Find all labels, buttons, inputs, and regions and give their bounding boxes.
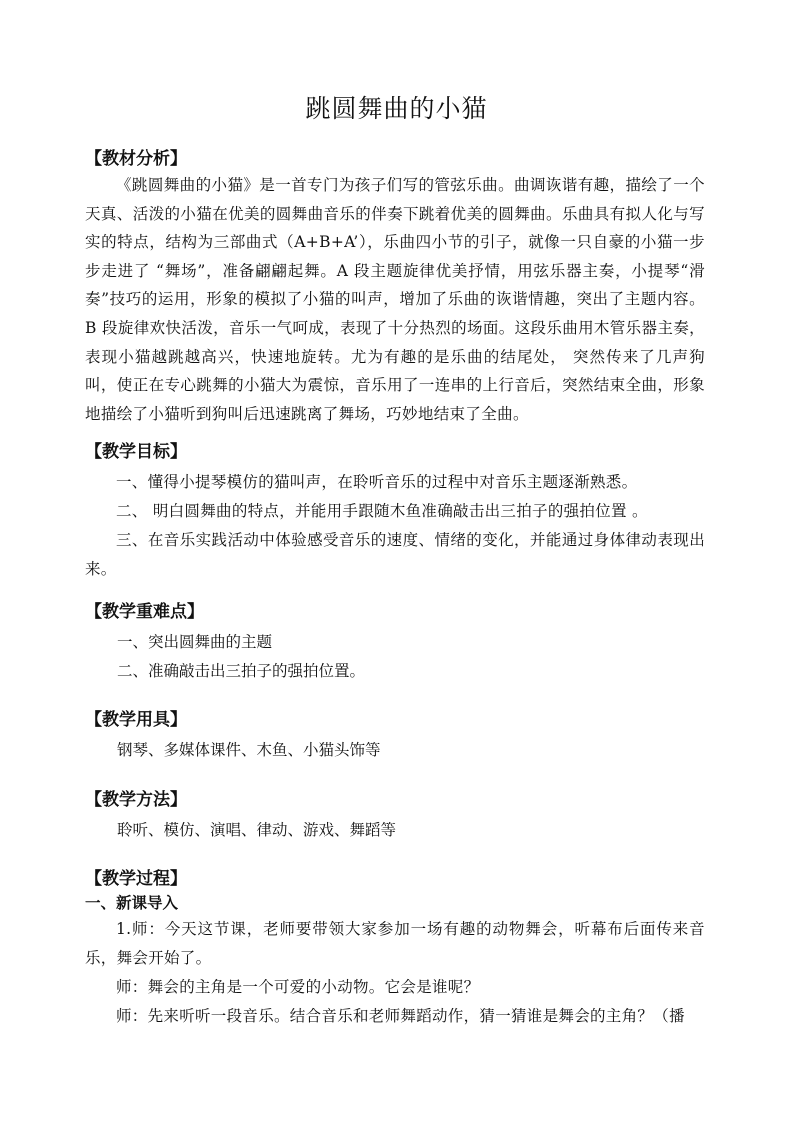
tools-section [85,708,705,765]
analysis-heading: 【教材分析】 [85,149,187,169]
process-section [85,867,705,1031]
key-points-heading: 【教学重难点】 [85,602,204,622]
goal-item-2: 二、 明白圆舞曲的特点，并能用手跟随木鱼准确敲击出三拍子的强拍位置 。 [116,502,648,520]
key-points-section [85,600,705,685]
tools-heading: 【教学用具】 [85,710,187,730]
process-heading: 【教学过程】 [85,869,187,889]
process-paragraph-1: 1.师：今天这节课，老师要带领大家参加一场有趣的动物舞会，听幕布后面传来音乐，舞会开始了。 [85,920,705,967]
analysis-paragraph: 《跳圆舞曲的小猫》是一首专门为孩子们写的管弦乐曲。曲调诙谐有趣，描绘了一个天真、活泼的小猫在优美的圆舞曲音乐的伴奏下跳着优美的圆舞曲。乐曲具有拟人化与写实的特点，结构为三部曲式（A+B+A’），乐曲四小节的引子，就像一只自豪的小猫一步步走进了 “舞场”，准备翩翩起舞。A 段主题旋律优美抒情，用弦乐器主奏，小提琴“滑奏”技巧的运用，形象的模拟了小猫的叫声，增加了乐曲的诙谐情趣，突出了主题内容。B 段旋律欢快活泼，音乐一气呵成，表现了十分热烈的场面。这段乐曲用木管乐器主奏，表现小猫越跳越高兴，快速地旋转。尤为有趣的是乐曲的结尾处， 突然传来了几声狗叫，使正在专心跳舞的小猫大为震惊，音乐用了一连串的上行音后，突然结束全曲，形象地描绘了小猫听到狗叫后迅速跳离了舞场，巧妙地结束了全曲。 [85,176,705,423]
methods-heading: 【教学方法】 [85,790,187,810]
tools-text: 钢琴、多媒体课件、木鱼、小猫头饰等 [117,741,381,759]
process-subheading: 一、新课导入 [85,894,179,912]
key-point-item-1: 一、突出圆舞曲的主题 [117,633,273,651]
goal-item-3: 三、在音乐实践活动中体验感受音乐的速度、情绪的变化，并能通过身体律动表现出来。 [85,531,705,578]
goals-heading: 【教学目标】 [85,442,187,462]
process-paragraph-2: 师：舞会的主角是一个可爱的小动物。它会是谁呢？ [116,978,480,996]
goal-item-1: 一、懂得小提琴模仿的猫叫声，在聆听音乐的过程中对音乐主题逐渐熟悉。 [116,473,638,491]
process-paragraph-3: 师：先来听听一段音乐。结合音乐和老师舞蹈动作，猜一猜谁是舞会的主角？（播 [116,1007,685,1025]
page-title: 跳圆舞曲的小猫 [305,94,488,123]
goals-section [85,440,705,584]
methods-section [85,788,705,845]
analysis-section [85,147,705,428]
methods-text: 聆听、模仿、演唱、律动、游戏、舞蹈等 [117,821,397,839]
key-point-item-2: 二、准确敲击出三拍子的强拍位置。 [117,661,366,680]
